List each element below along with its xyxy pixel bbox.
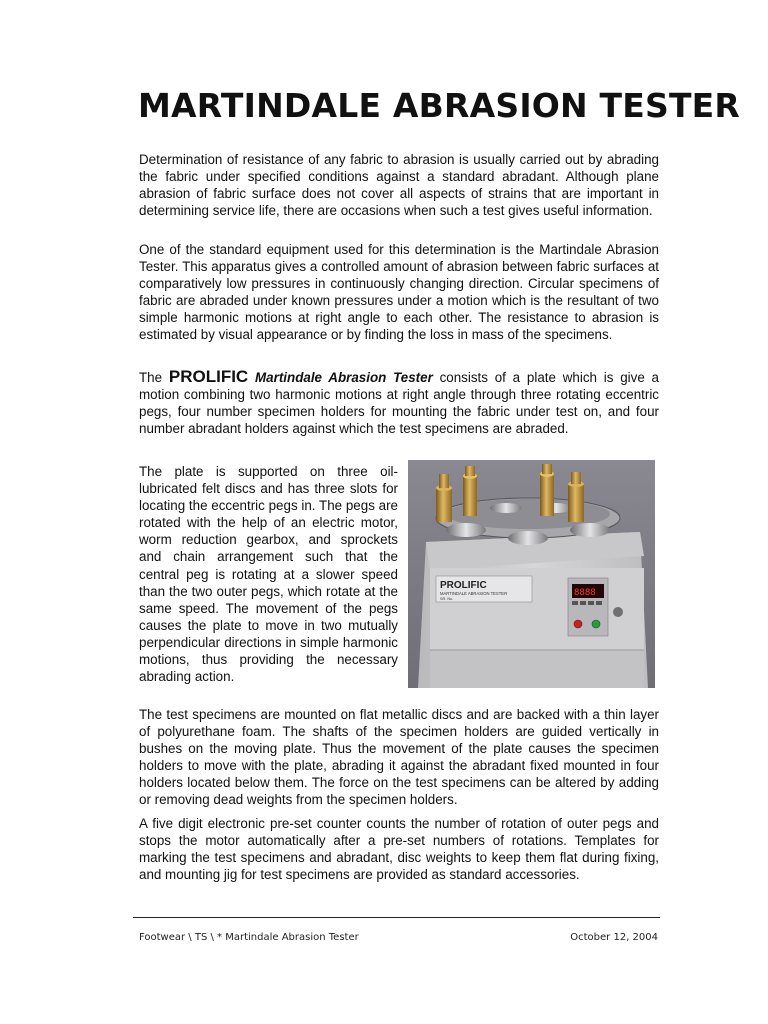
- brand-name: PROLIFIC: [168, 367, 249, 386]
- paragraph-standard-equipment: One of the standard equipment used for this determination is the Martindale Abrasion Tester. This apparatus gives a controlled amount of abrasion between fabric surfaces at comparatively low pressures in continuously changing direction. Circular specimens of fabric are abraded under known pressures under a motion which is the resultant of two simple harmonic motions at right angle to each other. The resistance to abrasion is estimated by visual appearance or by finding the loss in mass of the specimens.: [139, 242, 659, 343]
- footer-path: Footwear \ TS \ * Martindale Abrasion Tester: [139, 932, 359, 943]
- machine-model-label: MARTINDALE ABRASION TESTER: [440, 591, 508, 596]
- machine-photo: [408, 460, 655, 688]
- paragraph-counter: A five digit electronic pre-set counter counts the number of rotation of outer pegs and stops the motor automatically after a pre-set numbers of rotations. Templates for marking the test specimens and abradant, disc weights to keep them flat during fixing, and mounting jig for test specimens are provided as standard accessories.: [139, 816, 659, 883]
- paragraph-intro: Determination of resistance of any fabric to abrasion is usually carried out by abrading the fabric under specified conditions against a standard abradant. Although plane abrasion of fabric surface does not cover all aspects of strains that are important in determining service life, there are occasions when such a test gives useful information.: [139, 152, 659, 219]
- product-name: Martindale Abrasion Tester: [255, 370, 433, 385]
- page-title: MARTINDALE ABRASION TESTER: [138, 86, 741, 125]
- footer-date: October 12, 2004: [570, 932, 658, 943]
- machine-serial-label: SR. No.: [440, 597, 454, 601]
- paragraph-test-specimens: The test specimens are mounted on flat metallic discs and are backed with a thin layer of polyurethane foam. The shafts of the specimen holders are guided vertically in bushes on the moving plate. Thus the movement of the plate causes the specimen holders to move with the plate, abrading it against the abradant fixed mounted in four holders located below them. The force on the test specimens can be altered by adding or removing dead weights from the specimen holders.: [139, 707, 659, 808]
- counter-display: 8888: [574, 588, 596, 598]
- machine-photo-illustration: [408, 460, 655, 688]
- machine-brand-label: PROLIFIC: [440, 580, 487, 591]
- footer-divider: [133, 917, 660, 918]
- paragraph-prolific-tester: [139, 368, 659, 437]
- p3-lead-text: The: [139, 370, 163, 385]
- p3-rest-text: consists of a plate which is give a motion combining two harmonic motions at right angle through three rotating eccentric pegs, four number specimen holders for mounting the fabric under test on, and four number abradant holders against which the test specimens are abraded.: [139, 370, 659, 437]
- paragraph-plate-support: The plate is supported on three oil-lubricated felt discs and has three slots for locating the eccentric pegs in. The pegs are rotated with the help of an electric motor, worm reduction gearbox, and sprockets and chain arrangement such that the central peg is rotating at a slower speed than the two outer pegs, which rotate at the same speed. The movement of the pegs causes the plate to move in two mutually perpendicular directions in simple harmonic motions, thus providing the necessary abrading action.: [139, 464, 398, 685]
